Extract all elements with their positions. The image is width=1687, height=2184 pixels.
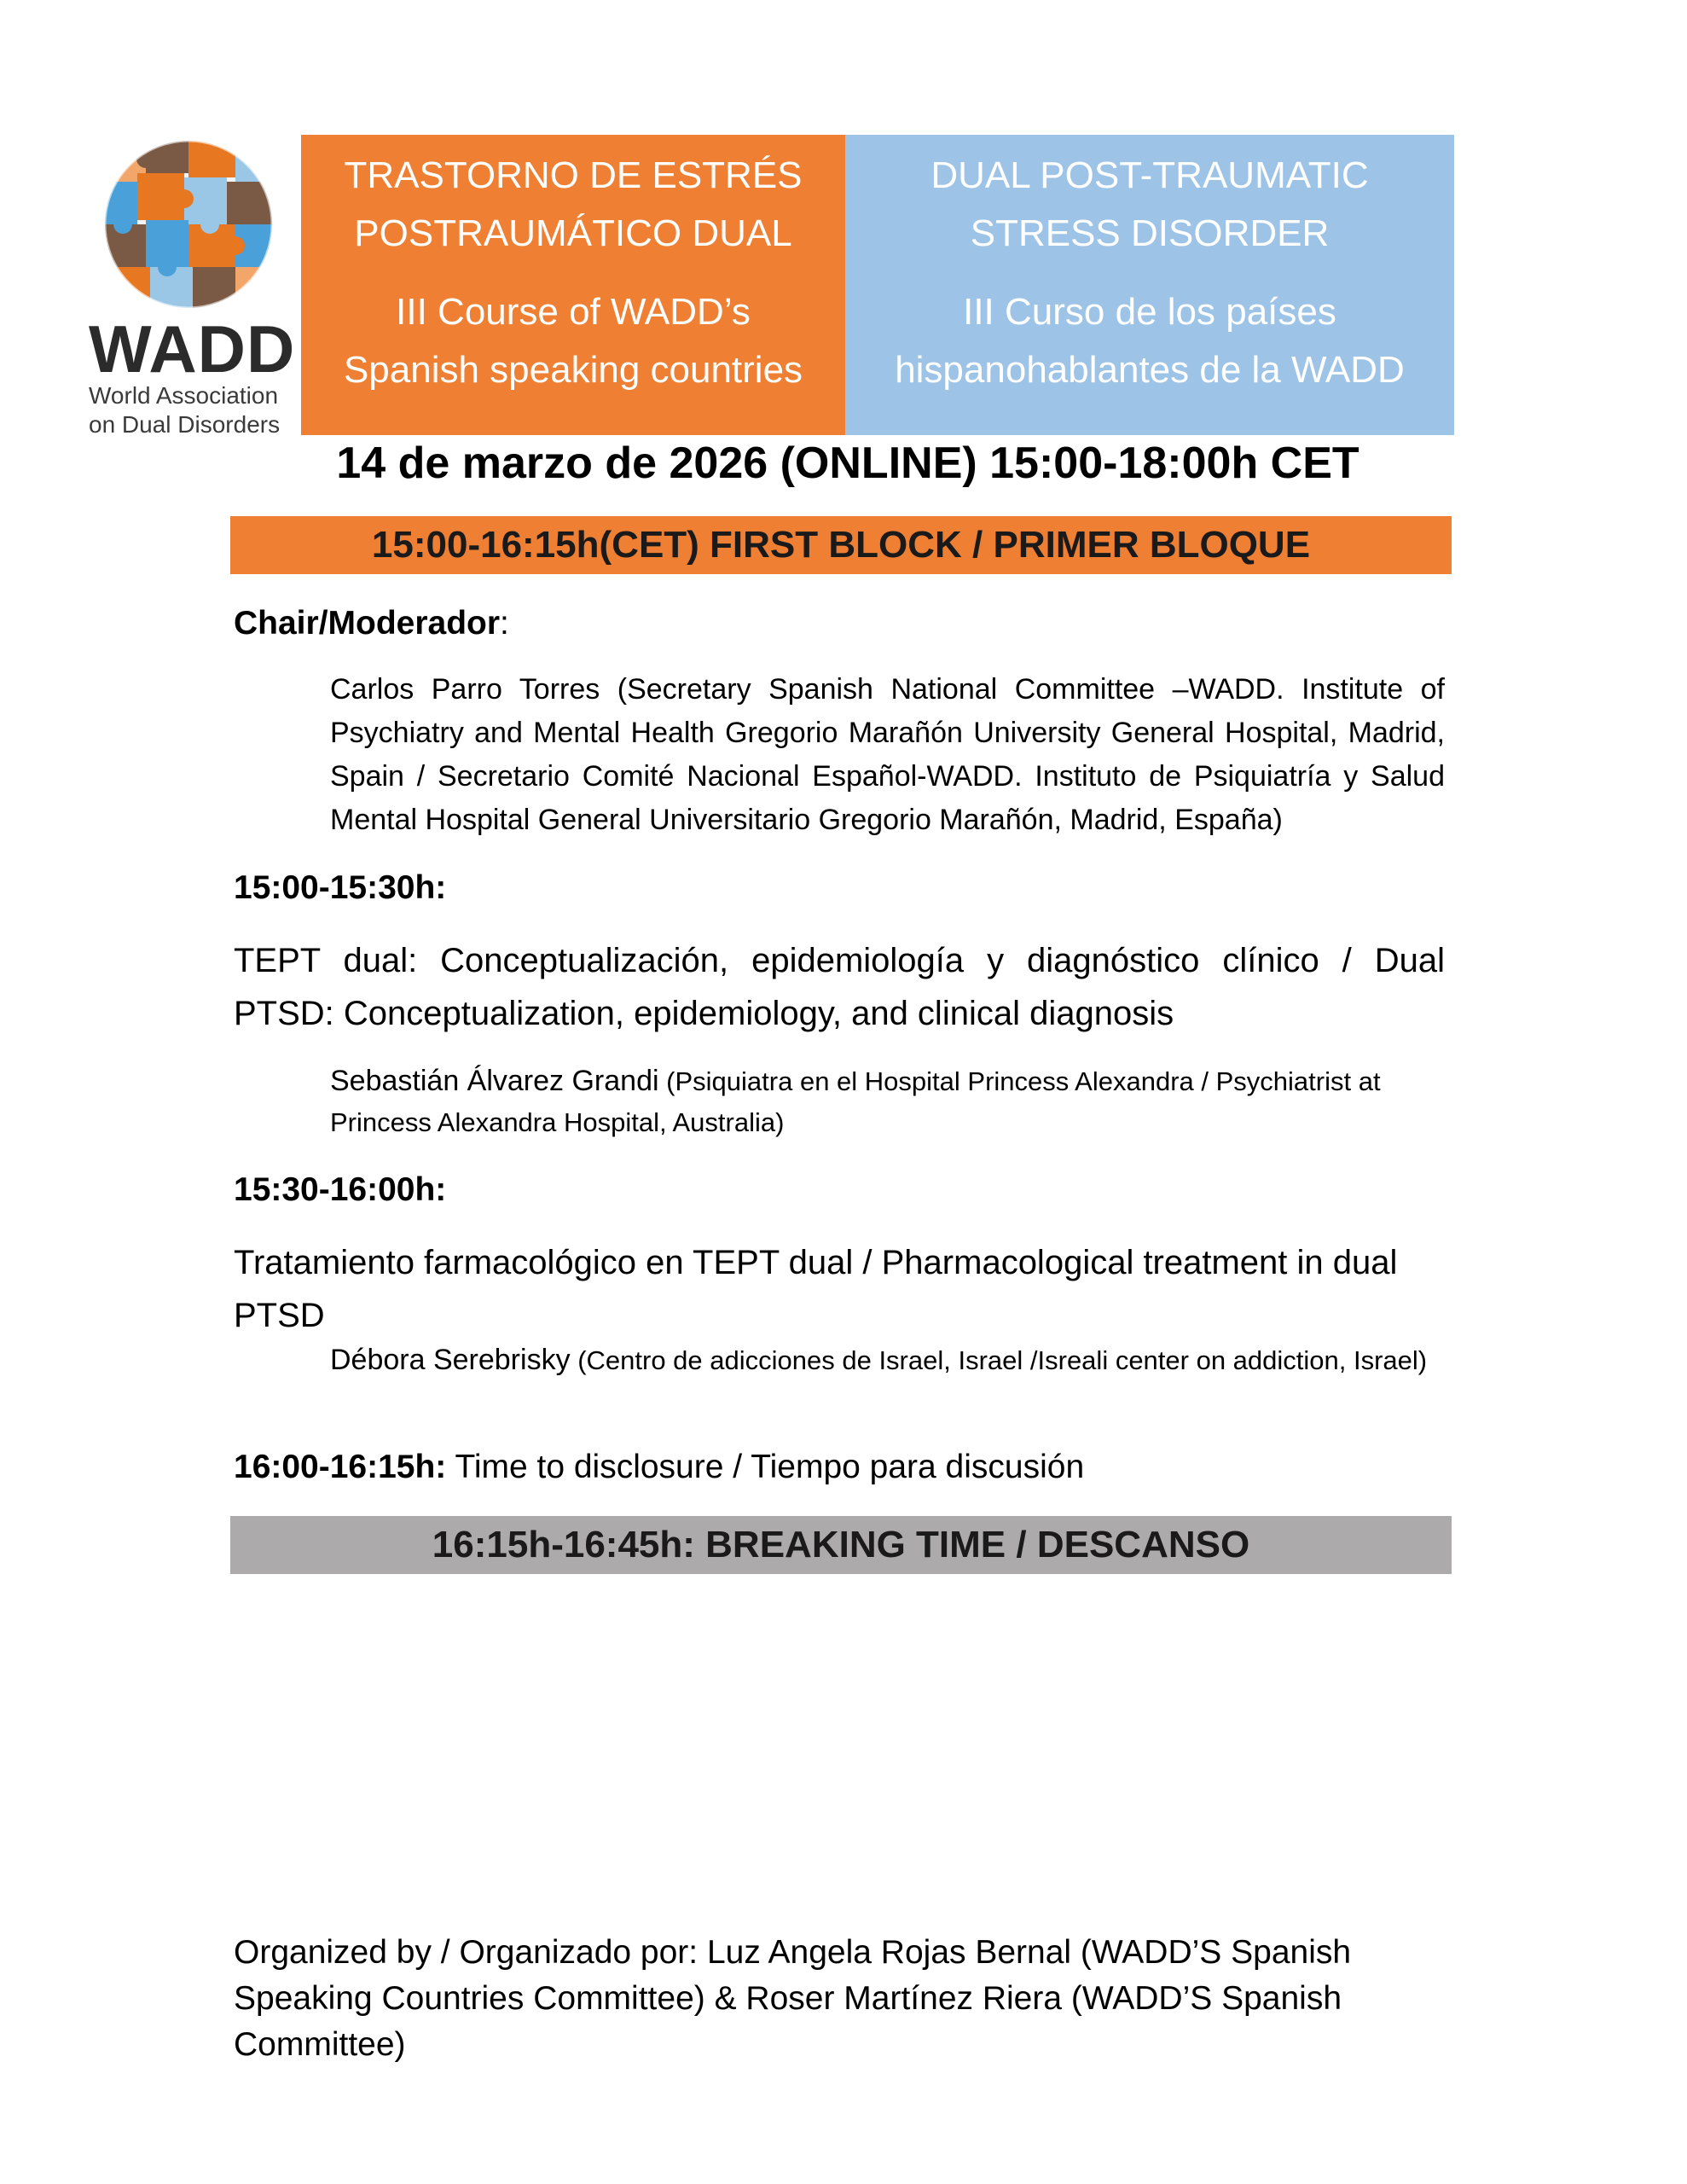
session-1-affiliation: (Psiquiatra en el Hospital Princess Alexandra / Psychiatrist at Princess Alexandra Hospital, Australia) — [330, 1066, 1381, 1137]
chair-label: Chair/Moderador — [234, 605, 501, 642]
event-date-line: 14 de marzo de 2026 (ONLINE) 15:00-18:00h CET — [336, 439, 1359, 488]
discussion-time: 16:00-16:15h: — [234, 1449, 447, 1485]
wadd-logo — [82, 135, 296, 438]
header-en-title-line2: STRESS DISORDER — [970, 212, 1330, 254]
session-2-speaker-line — [330, 1339, 1445, 1381]
first-block-banner: 15:00-16:15h(CET) FIRST BLOCK / PRIMER BLOQUE — [230, 516, 1452, 574]
header-es-subtitle-line2: Spanish speaking countries — [343, 349, 803, 391]
header-english-box — [845, 135, 1454, 435]
logo-wordmark: WADD — [89, 311, 296, 386]
session-2-affiliation: (Centro de adicciones de Israel, Israel /Isreali center on addiction, Israel) — [577, 1345, 1428, 1375]
session-2-title: Tratamiento farmacológico en TEPT dual / Pharmacological treatment in dual PTSD — [234, 1244, 1398, 1334]
chair-colon: : — [500, 605, 509, 642]
puzzle-globe-icon — [99, 135, 278, 314]
discussion-line — [234, 1441, 1445, 1494]
break-banner: 16:15h-16:45h: BREAKING TIME / DESCANSO — [230, 1516, 1452, 1574]
header-spanish-box — [301, 135, 845, 435]
chair-details: Carlos Parro Torres (Secretary Spanish National Committee –WADD. Institute of Psychiatry and Mental Health Gregorio Marañón University General Hospital, Madrid, Spain / Secretario Comité Nacional Español-WADD. Instituto de Psiquiatría y Salud Mental Hospital General Universitario Gregorio Marañón, Madrid, España) — [330, 673, 1445, 836]
header-es-title-line2: POSTRAUMÁTICO DUAL — [354, 212, 792, 254]
header-en-title-line1: DUAL POST-TRAUMATIC — [930, 154, 1369, 196]
header-en-subtitle-line1: III Curso de los países — [963, 291, 1336, 333]
header-en-subtitle-line2: hispanohablantes de la WADD — [895, 349, 1405, 391]
session-2-time: 15:30-16:00h: — [234, 1171, 447, 1208]
discussion-text: Time to disclosure / Tiempo para discusión — [455, 1449, 1085, 1485]
header-es-subtitle-line1: III Course of WADD’s — [396, 291, 751, 333]
organizers-footer: Organized by / Organizado por: Luz Angela Rojas Bernal (WADD’S Spanish Speaking Countries Committee) & Roser Martínez Riera (WADD’S Spanish Committee) — [234, 1934, 1352, 2063]
session-1-speaker: Sebastián Álvarez Grandi — [330, 1065, 659, 1097]
session-1-speaker-line — [330, 1060, 1445, 1143]
session-1-title: TEPT dual: Conceptualización, epidemiología y diagnóstico clínico / Dual PTSD: Conceptualization, epidemiology, and clinical diagnosis — [234, 942, 1445, 1032]
header-es-title-line1: TRASTORNO DE ESTRÉS — [344, 154, 803, 196]
session-2-speaker: Débora Serebrisky — [330, 1344, 571, 1376]
logo-subtitle-line1: World Association — [89, 382, 279, 409]
session-1-time: 15:00-15:30h: — [234, 869, 447, 906]
chair-label-line — [234, 597, 1445, 650]
logo-subtitle-line2: on Dual Disorders — [89, 411, 281, 438]
